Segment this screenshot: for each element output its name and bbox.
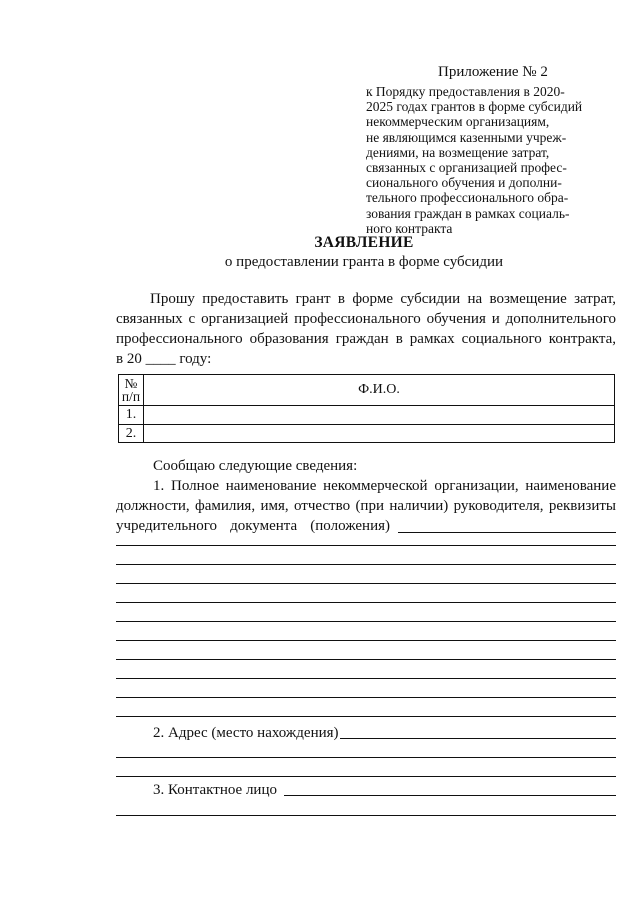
item1-line-1: 1. Полное наименование некоммерческой организации, наименование — [153, 478, 616, 494]
request-line-4: в 20 ____ году: — [116, 351, 212, 367]
document-title: ЗАЯВЛЕНИЕ — [314, 234, 414, 251]
contact-fill-line[interactable] — [284, 795, 616, 796]
appendix-line: к Порядку предоставления в 2020- — [366, 84, 565, 99]
request-line-3: профессионального образования граждан в рамках социального контракта, — [116, 331, 616, 347]
request-line-1: Прошу предоставить грант в форме субсидии на возмещение затрат, — [150, 291, 616, 307]
item1-fill-line[interactable] — [116, 716, 616, 717]
request-line-2: связанных с организацией профессионального обучения и дополнительного — [116, 311, 616, 327]
item1-fill-line[interactable] — [116, 678, 616, 679]
item1-line-3: учредительного документа (положения) — [116, 518, 390, 534]
appendix-line: некоммерческим организациям, — [366, 114, 550, 130]
appendix-text — [366, 84, 616, 236]
address-fill-line[interactable] — [340, 738, 616, 739]
item1-fill-line[interactable] — [116, 602, 616, 603]
name-entry-cell[interactable] — [144, 406, 615, 425]
document-subtitle: о предоставлении гранта в форме субсидии — [224, 254, 504, 270]
item1-fill-line[interactable] — [116, 697, 616, 698]
row-number: 1. — [119, 406, 144, 425]
item1-fill-line[interactable] — [398, 532, 616, 533]
appendix-line: связанных с организацией профес- — [366, 160, 567, 176]
item1-fill-line[interactable] — [116, 545, 616, 546]
appendix-title: Приложение № 2 — [438, 64, 548, 80]
appendix-line: сионального обучения и дополни- — [366, 175, 562, 191]
appendix-line: 2025 годах грантов в форме субсидий — [366, 99, 583, 115]
names-table — [118, 374, 615, 443]
item2-label: 2. Адрес (место нахождения) — [153, 725, 339, 741]
table-header-row — [119, 375, 615, 406]
item3-label: 3. Контактное лицо — [153, 782, 277, 798]
appendix-line: ного контракта — [366, 220, 453, 236]
name-entry-cell[interactable] — [144, 425, 615, 443]
item1-fill-line[interactable] — [116, 659, 616, 660]
item1-fill-line[interactable] — [116, 564, 616, 565]
row-number: 2. — [119, 425, 144, 443]
appendix-line: не являющимся казенными учреж- — [366, 129, 567, 145]
appendix-line: зования граждан в рамках социаль- — [366, 205, 570, 221]
item1-line-2: должности, фамилия, имя, отчество (при наличии) руководителя, реквизиты — [116, 498, 616, 514]
header-number-cell — [119, 375, 144, 406]
table-row — [119, 406, 615, 425]
header-name-cell: Ф.И.О. — [144, 375, 615, 406]
contact-fill-line[interactable] — [116, 815, 616, 816]
item1-fill-line[interactable] — [116, 621, 616, 622]
header-number-abbrev: п/п — [121, 389, 141, 404]
item1-fill-line[interactable] — [116, 640, 616, 641]
info-intro: Сообщаю следующие сведения: — [153, 458, 358, 474]
appendix-line: тельного профессионального обра- — [366, 190, 569, 206]
appendix-line: дениями, на возмещение затрат, — [366, 144, 550, 160]
address-fill-line[interactable] — [116, 776, 616, 777]
header-number-sign: № — [124, 376, 138, 391]
item1-fill-line[interactable] — [116, 583, 616, 584]
address-fill-line[interactable] — [116, 757, 616, 758]
table-row — [119, 425, 615, 443]
